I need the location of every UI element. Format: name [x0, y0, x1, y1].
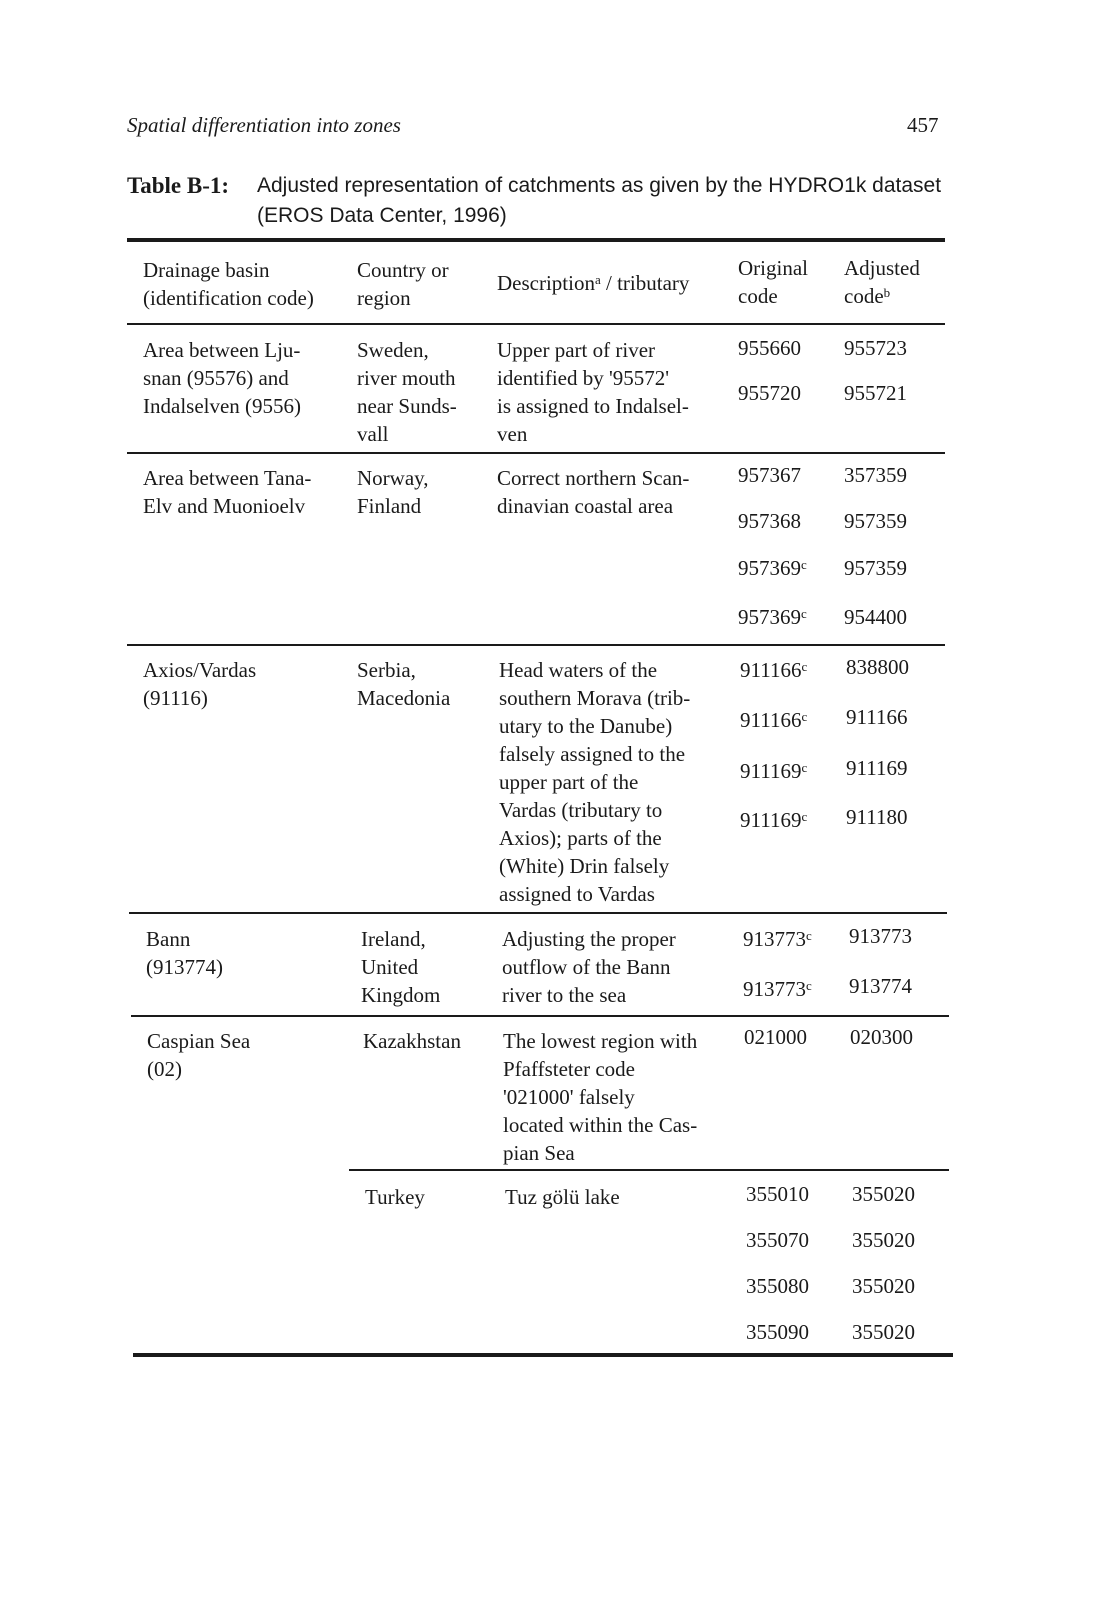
original-code: 955720: [738, 381, 801, 405]
adjusted-code: 955723: [844, 336, 907, 360]
row-2-country: Norway, Finland: [357, 466, 429, 518]
adjusted-code: 355020: [852, 1274, 915, 1298]
row-3-basin: Axios/Vardas (91116): [143, 658, 257, 710]
original-code: 913773$^c$: [743, 927, 812, 951]
original-code: 911169$^c$: [740, 759, 808, 783]
column-header-description: Description$^a$ / tributary: [497, 271, 690, 295]
row-5-description: The lowest region with Pfaffsteter code '021000' falsely located within the Cas- pian Sea: [503, 1029, 698, 1165]
row-1-basin: Area between Lju- snan (95576) and Indalselven (9556): [143, 338, 302, 418]
column-header-original-code: Original code: [738, 256, 808, 308]
row-4-basin: Bann (913774): [146, 927, 223, 979]
adjusted-code: 957359: [844, 509, 907, 533]
column-header-adjusted-code: Adjusted code$^b$: [844, 256, 920, 308]
original-code: 913773$^c$: [743, 977, 812, 1001]
table-caption-line-1: Adjusted representation of catchments as given by the HYDRO1k dataset: [257, 174, 942, 197]
adjusted-code: 355020: [852, 1228, 915, 1252]
original-code: 355010: [746, 1182, 809, 1206]
adjusted-code: 955721: [844, 381, 907, 405]
original-code: 957368: [738, 509, 801, 533]
original-code: 021000: [744, 1025, 807, 1049]
table-caption-line-2: (EROS Data Center, 1996): [257, 204, 507, 227]
adjusted-code: 355020: [852, 1320, 915, 1344]
table-top-rule: [127, 238, 945, 242]
table-bottom-rule: [133, 1353, 953, 1357]
row-5-country: Kazakhstan: [363, 1029, 461, 1053]
row-4-country: Ireland, United Kingdom: [361, 927, 441, 1007]
adjusted-code: 913774: [849, 974, 912, 998]
adjusted-code: 355020: [852, 1182, 915, 1206]
subrow-rule: [349, 1169, 949, 1171]
column-header-country: Country or region: [357, 258, 449, 310]
original-code: 957369$^c$: [738, 556, 807, 580]
column-header-basin: Drainage basin (identification code): [143, 258, 314, 310]
original-code: 911166$^c$: [740, 708, 808, 732]
row-rule: [131, 1015, 949, 1017]
adjusted-code: 020300: [850, 1025, 913, 1049]
adjusted-code: 913773: [849, 924, 912, 948]
header-rule: [127, 323, 945, 325]
page-number: 457: [907, 113, 939, 137]
original-code: 355080: [746, 1274, 809, 1298]
row-rule: [127, 644, 945, 646]
row-2-basin: Area between Tana- Elv and Muonioelv: [143, 466, 312, 518]
row-1-country: Sweden, river mouth near Sunds- vall: [357, 338, 457, 446]
original-code: 955660: [738, 336, 801, 360]
row-rule: [129, 912, 947, 914]
adjusted-code: 911169: [846, 756, 908, 780]
row-2-description: Correct northern Scan- dinavian coastal area: [497, 466, 690, 518]
row-6-country: Turkey: [365, 1185, 425, 1209]
row-6-description: Tuz gölü lake: [505, 1185, 620, 1209]
row-3-country: Serbia, Macedonia: [357, 658, 451, 710]
row-rule: [127, 452, 945, 454]
row-1-description: Upper part of river identified by '95572' is assigned to Indalsel- ven: [497, 338, 689, 446]
original-code: 911169$^c$: [740, 808, 808, 832]
adjusted-code: 957359: [844, 556, 907, 580]
row-3-description: Head waters of the southern Morava (trib- utary to the Danube) falsely assigned to the upper part of the Vardas (tributary to Axios); parts of the (White) Drin falsely assigned to Vardas: [499, 658, 691, 906]
adjusted-code: 954400: [844, 605, 907, 629]
row-4-description: Adjusting the proper outflow of the Bann river to the sea: [502, 927, 676, 1007]
original-code: 355070: [746, 1228, 809, 1252]
row-5-basin: Caspian Sea (02): [147, 1029, 251, 1081]
running-title: Spatial differentiation into zones: [127, 113, 401, 137]
adjusted-code: 911166: [846, 705, 908, 729]
adjusted-code: 357359: [844, 463, 907, 487]
adjusted-code: 911180: [846, 805, 908, 829]
adjusted-code: 838800: [846, 655, 909, 679]
table-caption-label: Table B-1:: [127, 173, 230, 198]
original-code: 355090: [746, 1320, 809, 1344]
original-code: 911166$^c$: [740, 658, 808, 682]
original-code: 957369$^c$: [738, 605, 807, 629]
original-code: 957367: [738, 463, 801, 487]
